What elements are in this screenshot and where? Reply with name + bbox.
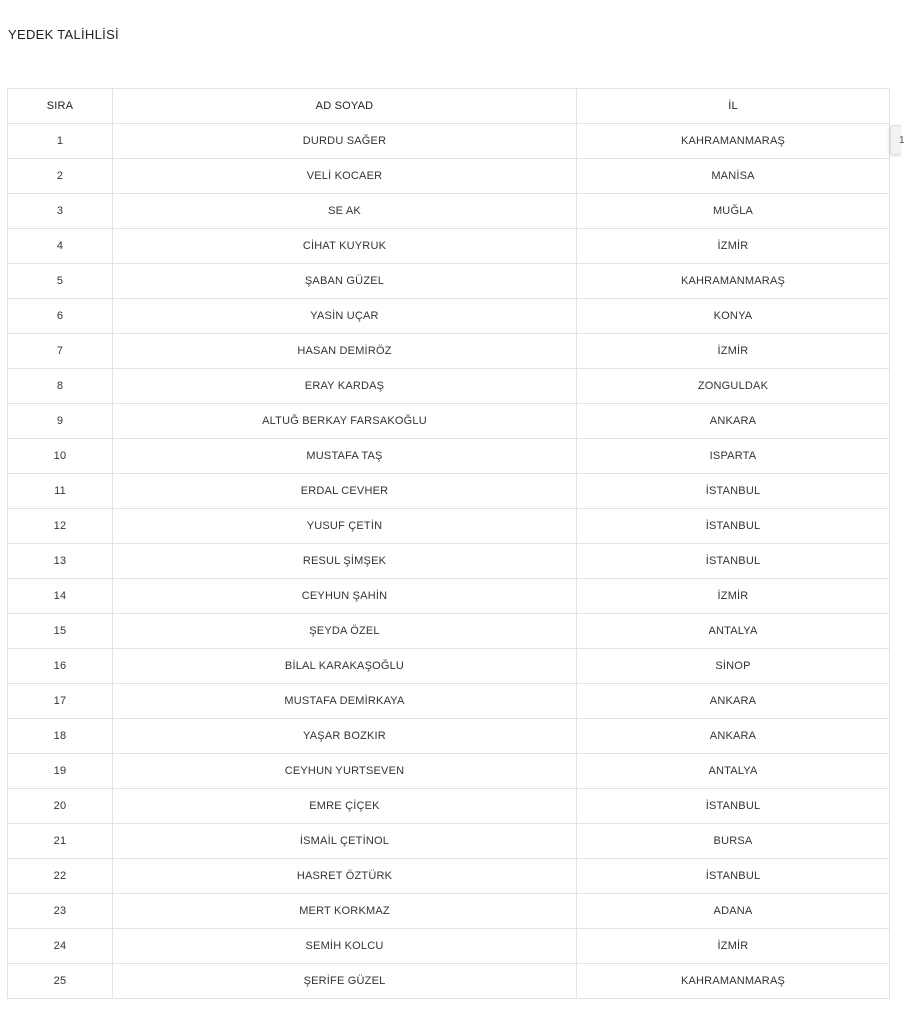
cell-name: İSMAİL ÇETİNOL [113, 824, 577, 859]
cell-il: KONYA [577, 299, 890, 334]
cell-sira: 3 [8, 194, 113, 229]
cell-sira: 2 [8, 159, 113, 194]
table-row [8, 754, 890, 789]
table-row [8, 264, 890, 299]
cell-sira: 4 [8, 229, 113, 264]
cell-il: İZMİR [577, 929, 890, 964]
cell-sira: 14 [8, 579, 113, 614]
cell-il: ANTALYA [577, 754, 890, 789]
cell-sira: 19 [8, 754, 113, 789]
table-row [8, 124, 890, 159]
cell-il: MANİSA [577, 159, 890, 194]
table-body [8, 124, 890, 999]
cell-sira: 16 [8, 649, 113, 684]
cell-il: ANKARA [577, 684, 890, 719]
cell-il: İZMİR [577, 579, 890, 614]
cell-sira: 25 [8, 964, 113, 999]
side-edge-tab[interactable]: 1 [890, 125, 901, 155]
cell-il: ZONGULDAK [577, 369, 890, 404]
cell-name: CİHAT KUYRUK [113, 229, 577, 264]
cell-name: YUSUF ÇETİN [113, 509, 577, 544]
cell-sira: 6 [8, 299, 113, 334]
cell-il: ISPARTA [577, 439, 890, 474]
cell-name: DURDU SAĞER [113, 124, 577, 159]
cell-sira: 21 [8, 824, 113, 859]
table-row [8, 789, 890, 824]
cell-name: ŞEYDA ÖZEL [113, 614, 577, 649]
cell-sira: 18 [8, 719, 113, 754]
cell-il: İSTANBUL [577, 474, 890, 509]
cell-sira: 20 [8, 789, 113, 824]
table-row [8, 614, 890, 649]
table-row [8, 964, 890, 999]
column-header-il: İL [577, 89, 890, 124]
cell-sira: 12 [8, 509, 113, 544]
cell-il: ANKARA [577, 719, 890, 754]
table-row [8, 544, 890, 579]
cell-sira: 22 [8, 859, 113, 894]
cell-il: İSTANBUL [577, 509, 890, 544]
table-row [8, 579, 890, 614]
cell-name: ŞERİFE GÜZEL [113, 964, 577, 999]
column-header-sira: SIRA [8, 89, 113, 124]
cell-il: İZMİR [577, 229, 890, 264]
cell-name: RESUL ŞİMŞEK [113, 544, 577, 579]
table-row [8, 684, 890, 719]
cell-il: BURSA [577, 824, 890, 859]
cell-il: KAHRAMANMARAŞ [577, 964, 890, 999]
cell-name: ŞABAN GÜZEL [113, 264, 577, 299]
cell-sira: 1 [8, 124, 113, 159]
cell-name: EMRE ÇİÇEK [113, 789, 577, 824]
cell-sira: 24 [8, 929, 113, 964]
page-title: YEDEK TALİHLİSİ [8, 27, 119, 42]
cell-il: MUĞLA [577, 194, 890, 229]
cell-name: ERAY KARDAŞ [113, 369, 577, 404]
cell-il: ANTALYA [577, 614, 890, 649]
cell-name: BİLAL KARAKAŞOĞLU [113, 649, 577, 684]
table-row [8, 474, 890, 509]
cell-sira: 11 [8, 474, 113, 509]
cell-name: HASAN DEMİRÖZ [113, 334, 577, 369]
table-row [8, 299, 890, 334]
table-row [8, 334, 890, 369]
table-row [8, 194, 890, 229]
cell-il: KAHRAMANMARAŞ [577, 264, 890, 299]
cell-il: KAHRAMANMARAŞ [577, 124, 890, 159]
column-header-name: AD SOYAD [113, 89, 577, 124]
cell-name: MUSTAFA DEMİRKAYA [113, 684, 577, 719]
table-row [8, 859, 890, 894]
cell-name: MERT KORKMAZ [113, 894, 577, 929]
results-table [7, 88, 890, 999]
cell-sira: 9 [8, 404, 113, 439]
cell-name: CEYHUN YURTSEVEN [113, 754, 577, 789]
table-row [8, 894, 890, 929]
cell-name: SEMİH KOLCU [113, 929, 577, 964]
cell-name: SE AK [113, 194, 577, 229]
cell-sira: 8 [8, 369, 113, 404]
cell-name: YASİN UÇAR [113, 299, 577, 334]
cell-sira: 5 [8, 264, 113, 299]
table-header-row [8, 89, 890, 124]
cell-sira: 13 [8, 544, 113, 579]
cell-il: İZMİR [577, 334, 890, 369]
cell-sira: 10 [8, 439, 113, 474]
table-row [8, 649, 890, 684]
table-row [8, 159, 890, 194]
cell-name: YAŞAR BOZKIR [113, 719, 577, 754]
table-row [8, 229, 890, 264]
cell-sira: 17 [8, 684, 113, 719]
cell-il: İSTANBUL [577, 859, 890, 894]
cell-sira: 7 [8, 334, 113, 369]
table-row [8, 404, 890, 439]
cell-name: CEYHUN ŞAHİN [113, 579, 577, 614]
cell-name: ALTUĞ BERKAY FARSAKOĞLU [113, 404, 577, 439]
table-row [8, 824, 890, 859]
cell-sira: 23 [8, 894, 113, 929]
table-row [8, 929, 890, 964]
cell-name: ERDAL CEVHER [113, 474, 577, 509]
cell-il: ANKARA [577, 404, 890, 439]
cell-name: MUSTAFA TAŞ [113, 439, 577, 474]
table-row [8, 439, 890, 474]
table-row [8, 719, 890, 754]
cell-sira: 15 [8, 614, 113, 649]
cell-il: İSTANBUL [577, 789, 890, 824]
cell-il: ADANA [577, 894, 890, 929]
table-row [8, 509, 890, 544]
cell-name: HASRET ÖZTÜRK [113, 859, 577, 894]
cell-il: İSTANBUL [577, 544, 890, 579]
cell-il: SİNOP [577, 649, 890, 684]
table-row [8, 369, 890, 404]
cell-name: VELİ KOCAER [113, 159, 577, 194]
